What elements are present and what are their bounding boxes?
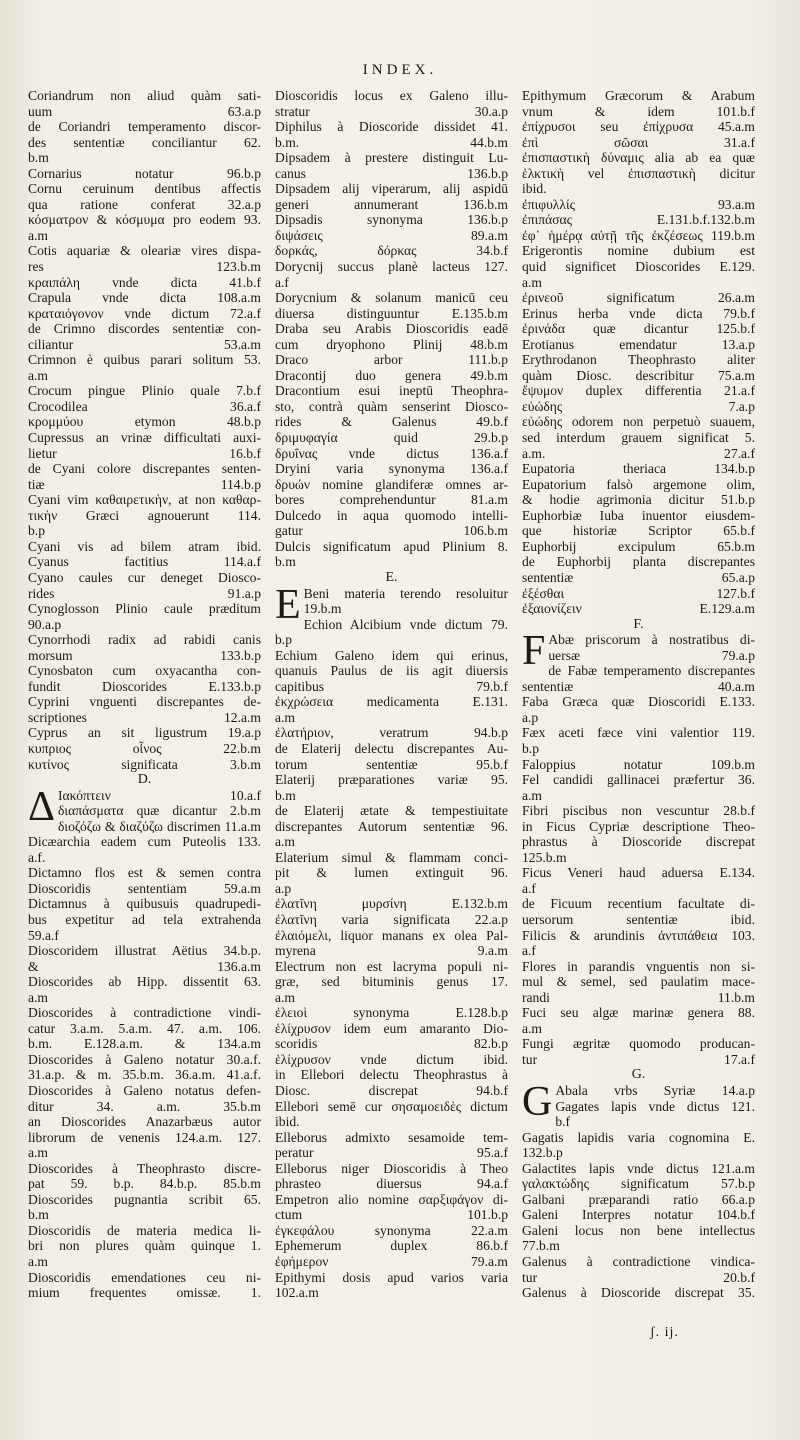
- index-entry-line: Crapula vnde dicta 108.a.m: [28, 290, 261, 306]
- index-entry-line: a.p: [522, 709, 539, 725]
- index-entry-line: ἐξαιονίζειν E.129.a.m: [522, 601, 755, 617]
- index-entry-line: δρυΐνας vnde dictus 136.a.f: [275, 445, 508, 461]
- index-entry-line: εὐώδης odorem non perpetuò suauem,: [522, 414, 755, 430]
- index-entry-line: FAbæ priscorum à nostratibus di-: [522, 628, 755, 675]
- index-entry-line: Crocodilea 36.a.f: [28, 398, 261, 414]
- index-entry-line: b.p: [28, 523, 45, 539]
- index-entry-line: Crimnon è quibus parari solitum 53.: [28, 352, 261, 368]
- index-entry-line: b.m: [275, 787, 296, 803]
- index-entry-line: b.p: [522, 740, 539, 756]
- index-entry-line: gatur 106.b.m: [275, 523, 508, 539]
- index-entry-line: Fel candidi gallinacei præfertur 36.: [522, 772, 755, 788]
- index-entry-line: Galactites lapis vnde dictus 121.a.m: [522, 1160, 755, 1176]
- index-entry-line: de Crimno discordes sententiæ con-: [28, 321, 261, 337]
- index-entry-line: Galenus à Dioscoride discrepat 35.: [522, 1285, 755, 1301]
- index-entry-line: Cynorrhodi radix ad rabidi canis: [28, 632, 261, 648]
- section-letter: F.: [633, 616, 644, 632]
- index-entry-line: κρομμύου etymon 48.b.p: [28, 414, 261, 430]
- index-entry-line: an Dioscorides Anazarbæus autor: [28, 1114, 261, 1130]
- index-entry-line: ibid.: [275, 1114, 300, 1130]
- index-entry-line: Dracontium esui ineptū Theophra-: [275, 383, 508, 399]
- index-entry-line: Cynoglosson Plinio caule præditum: [28, 601, 261, 617]
- section-letter: D.: [137, 772, 152, 788]
- index-entry-line: Draba seu Arabis Dioscoridis eadē: [275, 321, 508, 337]
- index-entry-line: ἐξέσθαι 127.b.f: [522, 585, 755, 601]
- index-entry-line: generi annumerant 136.b.m: [275, 196, 508, 212]
- index-entry-line: ἐπίχρυσοι seu ἐπίχρυσα 45.a.m: [522, 119, 755, 135]
- index-entry-line: ἐλαιόμελι, liquor manans ex olea Pal-: [275, 927, 508, 943]
- index-entry-line: de Elaterij ætate & tempestiuitate: [275, 803, 508, 819]
- index-entry-line: ciliantur 53.a.m: [28, 336, 261, 352]
- index-entry-line: κυτίνος significata 3.b.m: [28, 756, 261, 772]
- index-entry-line: κραιπάλη vnde dicta 41.b.f: [28, 274, 261, 290]
- index-entry-line: capitibus 79.b.f: [275, 678, 508, 694]
- index-entry-line: uersæ 79.a.p: [548, 647, 755, 663]
- index-entry-line: Cynosbaton cum oxyacantha con-: [28, 663, 261, 679]
- index-entry-line: a.m: [522, 1020, 543, 1036]
- index-entry-line: b.m: [275, 554, 296, 570]
- index-entry-line: Dipsadem à prestere distinguit Lu-: [275, 150, 508, 166]
- index-entry-line: a.m. 27.a.f: [522, 445, 755, 461]
- index-entry-line: sententiæ 40.a.m: [522, 678, 755, 694]
- index-entry-line: in Ficus Cypriæ descriptione Theo-: [522, 818, 755, 834]
- index-entry-line: Cyanus factitius 114.a.f: [28, 554, 261, 570]
- index-entry-line: δριμυφαγία quid 29.b.p: [275, 430, 508, 446]
- index-entry-line: Dioscorides pugnantia scribit 65.: [28, 1191, 261, 1207]
- index-entry-line: Euphorbiæ Iuba inuentor eiusdem-: [522, 507, 755, 523]
- index-entry-line: scriptiones 12.a.m: [28, 709, 261, 725]
- index-entry-line: que historiæ Scriptor 65.b.f: [522, 523, 755, 539]
- index-entry-line: Gagates lapis vnde dictus 121.: [555, 1098, 755, 1114]
- index-entry-line: ἐπισπαστικὴ δύναμις alia ab ea quæ: [522, 150, 755, 166]
- index-entry-line: b.m. 44.b.m: [275, 134, 508, 150]
- index-entry-line: fundit Dioscorides E.133.b.p: [28, 678, 261, 694]
- index-entry-line: b.p: [275, 632, 292, 648]
- index-entry-line: Cyprini vnguenti discrepantes de-: [28, 694, 261, 710]
- index-entry-line: ἐπιφυλλίς 93.a.m: [522, 196, 755, 212]
- index-entry-line: ἐλειοὶ synonyma E.128.b.p: [275, 1005, 508, 1021]
- index-entry-line: b.f: [555, 1114, 571, 1130]
- index-entry-line: Dioscoridis emendationes ceu ni-: [28, 1269, 261, 1285]
- index-entry-line: Cyano caules cur deneget Diosco-: [28, 569, 261, 585]
- index-entry-line: 132.b.p: [522, 1145, 563, 1161]
- index-entry-line: tur 17.a.f: [522, 1051, 755, 1067]
- index-entry-line: mul & semel, sed paulatim mace-: [522, 974, 755, 990]
- index-entry-line: tiæ 114.b.p: [28, 476, 261, 492]
- index-entry-line: Galenus à contradictione vindica-: [522, 1254, 755, 1270]
- index-entry-line: quid significet Dioscorides E.129.: [522, 259, 755, 275]
- index-entry-line: Dipsadem alij viperarum, alij aspidū: [275, 181, 508, 197]
- index-entry-line: Galbani præparandi ratio 66.a.p: [522, 1191, 755, 1207]
- index-entry-line: Dioscorides ab Hipp. dissentit 63.: [28, 974, 261, 990]
- section-letter: E.: [385, 569, 398, 585]
- index-entry-line: phrastus à Dioscoride discrepat: [522, 834, 755, 850]
- index-entry-line: κόσματρον & κόσμυμα pro eodem 93.: [28, 212, 261, 228]
- index-entry-line: Elaterij præparationes variæ 95.: [275, 772, 508, 788]
- index-entry-line: 31.a.p. & m. 35.b.m. 36.a.m. 41.a.f.: [28, 1067, 261, 1083]
- index-entry-line: de Cyani colore discrepantes senten-: [28, 461, 261, 477]
- index-entry-line: a.m: [275, 989, 296, 1005]
- index-column-1: [28, 88, 261, 1301]
- index-entry-line: a.m: [28, 1145, 49, 1161]
- index-entry-line: Elleborus niger Dioscoridis à Theo: [275, 1160, 508, 1176]
- index-entry-line: uum 63.a.p: [28, 103, 261, 119]
- index-entry-line: Echion Alcibium vnde dictum 79.: [303, 616, 508, 632]
- index-entry-line: Dioscorides à Theophrasto discre-: [28, 1160, 261, 1176]
- index-entry-line: Dulcedo in aqua quomodo intelli-: [275, 507, 508, 523]
- index-entry-line: Cotis aquariæ & oleariæ vires dispa-: [28, 243, 261, 259]
- index-entry-line: scoridis 82.b.p: [275, 1036, 508, 1052]
- index-entry-line: GAbala vrbs Syriæ 14.a.p: [522, 1079, 755, 1125]
- index-entry-line: κραταιόγονον vnde dictum 72.a.f: [28, 305, 261, 321]
- index-entry-line: Ephemerum duplex 86.b.f: [275, 1238, 508, 1254]
- index-entry-line: de Elaterij delectu discrepantes Au-: [275, 740, 508, 756]
- index-entry-line: 125.b.m: [522, 849, 567, 865]
- index-entry-line: Gagatis lapidis varia cognomina E.: [522, 1129, 755, 1145]
- index-entry-line: pat 59. b.p. 84.b.p. 85.b.m: [28, 1176, 261, 1192]
- index-entry-line: des sententiæ conciliantur 62.: [28, 134, 261, 150]
- index-entry-line: Ellebori semē cur σησαμοειδὲς dictum: [275, 1098, 508, 1114]
- index-entry-line: ἐφήμερον 79.a.m: [275, 1254, 508, 1270]
- index-entry-line: græ, sed bituminis genus 17.: [275, 974, 508, 990]
- index-entry-line: Cyani vis ad bilem atram ibid.: [28, 538, 261, 554]
- index-entry-line: κυπριος οἶνος 22.b.m: [28, 740, 261, 756]
- index-entry-line: 19.b.m: [303, 601, 342, 617]
- index-entry-line: 90.a.p: [28, 616, 62, 632]
- index-entry-line: a.m: [522, 274, 543, 290]
- index-entry-line: a.m: [28, 1254, 49, 1270]
- index-entry-line: ditur 34. a.m. 35.b.m: [28, 1098, 261, 1114]
- index-entry-line: Dorycnij succus planè lacteus 127.: [275, 259, 508, 275]
- index-column-2: [275, 88, 508, 1301]
- index-entry-line: sed interdum grauem significat 5.: [522, 430, 755, 446]
- index-entry-line: & hodie agrimonia dicitur 51.b.p: [522, 492, 755, 508]
- index-entry-line: ἑλίχρυσον vnde dictum ibid.: [275, 1051, 508, 1067]
- index-entry-line: de Euphorbij planta discrepantes: [522, 554, 755, 570]
- index-entry-line: stratur 30.a.p: [275, 103, 508, 119]
- index-entry-line: δρυών nomine glandiferæ omnes ar-: [275, 476, 508, 492]
- index-entry-line: Empetron alio nomine σαρξιφάγον di-: [275, 1191, 508, 1207]
- index-entry-line: in Ellebori delectu Theophrastus à: [275, 1067, 508, 1083]
- index-entry-line: cum dryophono Plinij 48.b.m: [275, 336, 508, 352]
- index-entry-line: Fuci seu algæ marinæ genera 88.: [522, 1005, 755, 1021]
- index-entry-line: Dioscoridis locus ex Galeno illu-: [275, 88, 508, 103]
- index-entry-line: a.f: [522, 880, 536, 896]
- index-entry-line: Erigerontis nomine dubium est: [522, 243, 755, 259]
- index-entry-line: a.m: [522, 787, 543, 803]
- index-entry-line: torum sententiæ 95.b.f: [275, 756, 508, 772]
- index-entry-line: lietur 16.b.f: [28, 445, 261, 461]
- index-entry-line: Dioscoridis sententiam 59.a.m: [28, 880, 261, 896]
- index-entry-line: Dryini varia synonyma 136.a.f: [275, 461, 508, 477]
- index-entry-line: rides 91.a.p: [28, 585, 261, 601]
- index-entry-line: a.m: [275, 834, 296, 850]
- index-entry-line: Diphilus à Dioscoride dissidet 41.: [275, 119, 508, 135]
- index-entry-line: Elaterium simul & flammam conci-: [275, 849, 508, 865]
- index-entry-line: myrena 9.a.m: [275, 943, 508, 959]
- index-entry-line: ctum 101.b.p: [275, 1207, 508, 1223]
- index-entry-line: Cyani vim καθαιρετικὴν, at non καθαρ-: [28, 492, 261, 508]
- index-entry-line: ἐρινεοῦ significatum 26.a.m: [522, 290, 755, 306]
- index-entry-line: Faba Græca quæ Dioscoridi E.133.: [522, 694, 755, 710]
- index-entry-line: Fibri piscibus non vescuntur 28.b.f: [522, 803, 755, 819]
- index-entry-line: a.p: [275, 880, 292, 896]
- index-entry-line: de Coriandri temperamento discor-: [28, 119, 261, 135]
- signature-mark: ʃ. ij.: [650, 1325, 679, 1340]
- index-entry-line: δορκάς, δόρκας 34.b.f: [275, 243, 508, 259]
- index-column-3: [522, 88, 755, 1301]
- index-entry-line: διοζόζω & διαζύζω discrimen 11.a.m: [58, 818, 261, 834]
- index-entry-line: ἐλατῖνη varia significata 22.a.p: [275, 911, 508, 927]
- index-entry-line: a.f.: [28, 849, 46, 865]
- index-entry-line: Cupressus an vrinæ difficultati auxi-: [28, 430, 261, 446]
- index-entry-line: quàm Diosc. describitur 75.a.m: [522, 367, 755, 383]
- index-entry-line: sto, contrà quàm senserint Diosco-: [275, 398, 508, 414]
- index-entry-line: Cornarius notatur 96.b.p: [28, 165, 261, 181]
- index-entry-line: Fungi ægritæ quomodo producan-: [522, 1036, 755, 1052]
- index-entry-line: Fæx aceti fæce vini valentior 119.: [522, 725, 755, 741]
- index-entry-line: a.m: [275, 709, 296, 725]
- index-entry-line: 77.b.m: [522, 1238, 560, 1254]
- index-entry-line: canus 136.b.p: [275, 165, 508, 181]
- index-entry-line: de Ficuum recentium facultate di-: [522, 896, 755, 912]
- index-entry-line: rides & Galenus 49.b.f: [275, 414, 508, 430]
- index-entry-line: res 123.b.m: [28, 259, 261, 275]
- index-entry-line: diuersa distinguuntur E.135.b.m: [275, 305, 508, 321]
- index-entry-line: ibid.: [522, 181, 547, 197]
- index-entry-line: Dioscorides à Galeno notatur 30.a.f.: [28, 1051, 261, 1067]
- index-entry-line: Dioscorides à contradictione vindi-: [28, 1005, 261, 1021]
- index-entry-line: mium frequentes omissæ. 1.: [28, 1285, 261, 1301]
- index-entry-line: Dictamnus à quibusuis quadrupedi-: [28, 896, 261, 912]
- index-entry-line: librorum de venenis 124.a.m. 127.: [28, 1129, 261, 1145]
- index-entry-line: Cornu ceruinum dentibus affectis: [28, 181, 261, 197]
- index-entry-line: Dicæarchia eadem cum Puteolis 133.: [28, 834, 261, 850]
- index-entry-line: de Fabæ temperamento discrepantes: [548, 663, 755, 679]
- index-entry-line: ἐφ᾽ ἡμέρᾳ αὐτῇ τῆς ἐκζέσεως 119.b.m: [522, 227, 755, 243]
- index-entry-line: quanuis Paulus de iis agit diuersis: [275, 663, 508, 679]
- index-entry-line: Dioscoridis de materia medica li-: [28, 1222, 261, 1238]
- index-entry-line: τικὴν Græci agnouerunt 114.: [28, 507, 261, 523]
- index-entry-line: Ficus Veneri haud aduersa E.134.: [522, 865, 755, 881]
- index-entry-line: qua ratione conferat 32.a.p: [28, 196, 261, 212]
- index-entry-line: Erotianus emendatur 13.a.p: [522, 336, 755, 352]
- index-entry-line: Dioscorides à Galeno notatus defen-: [28, 1083, 261, 1098]
- index-entry-line: Flores in parandis vnguentis non si-: [522, 958, 755, 974]
- index-entry-line: Draco arbor 111.b.p: [275, 352, 508, 368]
- index-entry-line: ἑλκτικὴ vel ἐπισπαστικὴ dicitur: [522, 165, 755, 181]
- index-entry-line: Dictamno flos est & semen contra: [28, 865, 261, 881]
- index-entry-line: Elleborus admixto sesamoide tem-: [275, 1129, 508, 1145]
- index-entry-line: Dorycnium & solanum manicū ceu: [275, 290, 508, 306]
- index-entry-line: bri non plures quàm quinque 1.: [28, 1238, 261, 1254]
- index-entry-line: διψάσεις 89.a.m: [275, 227, 508, 243]
- index-entry-line: uersorum sententiæ ibid.: [522, 911, 755, 927]
- index-entry-line: 59.a.f: [28, 927, 59, 943]
- index-entry-line: εὐώδης 7.a.p: [522, 398, 755, 414]
- index-entry-line: & 136.a.m: [28, 958, 261, 974]
- index-entry-line: Crocum pingue Plinio quale 7.b.f: [28, 383, 261, 399]
- index-entry-line: Dulcis significatum apud Plinium 8.: [275, 538, 508, 554]
- section-letter: G.: [631, 1067, 646, 1083]
- index-entry-line: a.f: [275, 274, 289, 290]
- index-entry-line: Echium Galeno idem qui erinus,: [275, 647, 508, 663]
- index-entry-line: Dipsadis synonyma 136.b.p: [275, 212, 508, 228]
- index-entry-line: Dracontij duo genera 49.b.m: [275, 367, 508, 383]
- index-entry-line: b.m. E.128.a.m. & 134.a.m: [28, 1036, 261, 1052]
- index-entry-line: Diosc. discrepat 94.b.f: [275, 1083, 508, 1098]
- index-entry-line: 102.a.m: [275, 1285, 319, 1301]
- index-entry-line: Electrum non est lacryma populi ni-: [275, 958, 508, 974]
- index-entry-line: ἔψυμον duplex differentia 21.a.f: [522, 383, 755, 399]
- index-entry-line: ἐρινάδα quæ dicantur 125.b.f: [522, 321, 755, 337]
- index-entry-line: EBeni materia terendo resoluitur: [275, 581, 508, 628]
- index-entry-line: a.m: [28, 227, 49, 243]
- index-entry-line: vnum & idem 101.b.f: [522, 103, 755, 119]
- index-entry-line: catur 3.a.m. 5.a.m. 47. a.m. 106.: [28, 1020, 261, 1036]
- index-entry-line: ἐγκεφάλου synonyma 22.a.m: [275, 1222, 508, 1238]
- index-entry-line: a.f: [522, 943, 536, 959]
- index-entry-line: ἐπὶ σῶσαι 31.a.f: [522, 134, 755, 150]
- index-entry-line: a.m: [28, 367, 49, 383]
- index-entry-line: Galeni locus non bene intellectus: [522, 1222, 755, 1238]
- index-entry-line: Erythrodanon Theophrasto aliter: [522, 352, 755, 368]
- index-entry-line: Epithymi dosis apud varios varia: [275, 1269, 508, 1285]
- index-entry-line: ἐκχρώσεια medicamenta E.131.: [275, 694, 508, 710]
- index-entry-line: bus expetitur ad tela extrahenda: [28, 911, 261, 927]
- page-header: INDEX.: [362, 62, 438, 78]
- index-entry-line: Epithymum Græcorum & Arabum: [522, 88, 755, 103]
- index-entry-line: morsum 133.b.p: [28, 647, 261, 663]
- index-entry-line: Euphorbij excipulum 65.b.m: [522, 538, 755, 554]
- index-entry-line: Faloppius notatur 109.b.m: [522, 756, 755, 772]
- index-entry-line: bores comprehenduntur 81.a.m: [275, 492, 508, 508]
- index-entry-line: randi 11.b.m: [522, 989, 755, 1005]
- index-entry-line: Filicis & arundinis ἀντιπάθεια 103.: [522, 927, 755, 943]
- index-entry-line: ἐπιπάσας E.131.b.f.132.b.m: [522, 212, 755, 228]
- index-entry-line: διαπάσματα quæ dicantur 2.b.m: [58, 803, 261, 819]
- index-entry-line: Galeni Interpres notatur 104.b.f: [522, 1207, 755, 1223]
- index-entry-line: Erinus herba vnde dicta 79.b.f: [522, 305, 755, 321]
- index-entry-line: Dioscoridem illustrat Aëtius 34.b.p.: [28, 943, 261, 959]
- index-entry-line: tur 20.b.f: [522, 1269, 755, 1285]
- index-entry-line: ἐλατῖνη μυρσίνη E.132.b.m: [275, 896, 508, 912]
- index-entry-line: discrepantes Autorum sententiæ 96.: [275, 818, 508, 834]
- index-entry-line: ΔΙακόπτειν 10.a.f: [28, 783, 261, 830]
- index-entry-line: a.m: [28, 989, 49, 1005]
- index-entry-line: ἐλατήριον, veratrum 94.b.p: [275, 725, 508, 741]
- index-entry-line: Cyprus an sit ligustrum 19.a.p: [28, 725, 261, 741]
- index-entry-line: ἑλίχρυσον idem eum amaranto Dio-: [275, 1020, 508, 1036]
- index-entry-line: sententiæ 65.a.p: [522, 569, 755, 585]
- index-entry-line: Coriandrum non aliud quàm sati-: [28, 88, 261, 103]
- index-entry-line: phrasteo diuersus 94.a.f: [275, 1176, 508, 1192]
- index-entry-line: peratur 95.a.f: [275, 1145, 508, 1161]
- index-entry-line: b.m: [28, 1207, 49, 1223]
- index-entry-line: γαλακτώδης significatum 57.b.p: [522, 1176, 755, 1192]
- index-entry-line: Eupatoria theriaca 134.b.p: [522, 461, 755, 477]
- index-entry-line: pit & lumen extinguit 96.: [275, 865, 508, 881]
- index-entry-line: b.m: [28, 150, 49, 166]
- index-entry-line: Eupatorium falsò argemone olim,: [522, 476, 755, 492]
